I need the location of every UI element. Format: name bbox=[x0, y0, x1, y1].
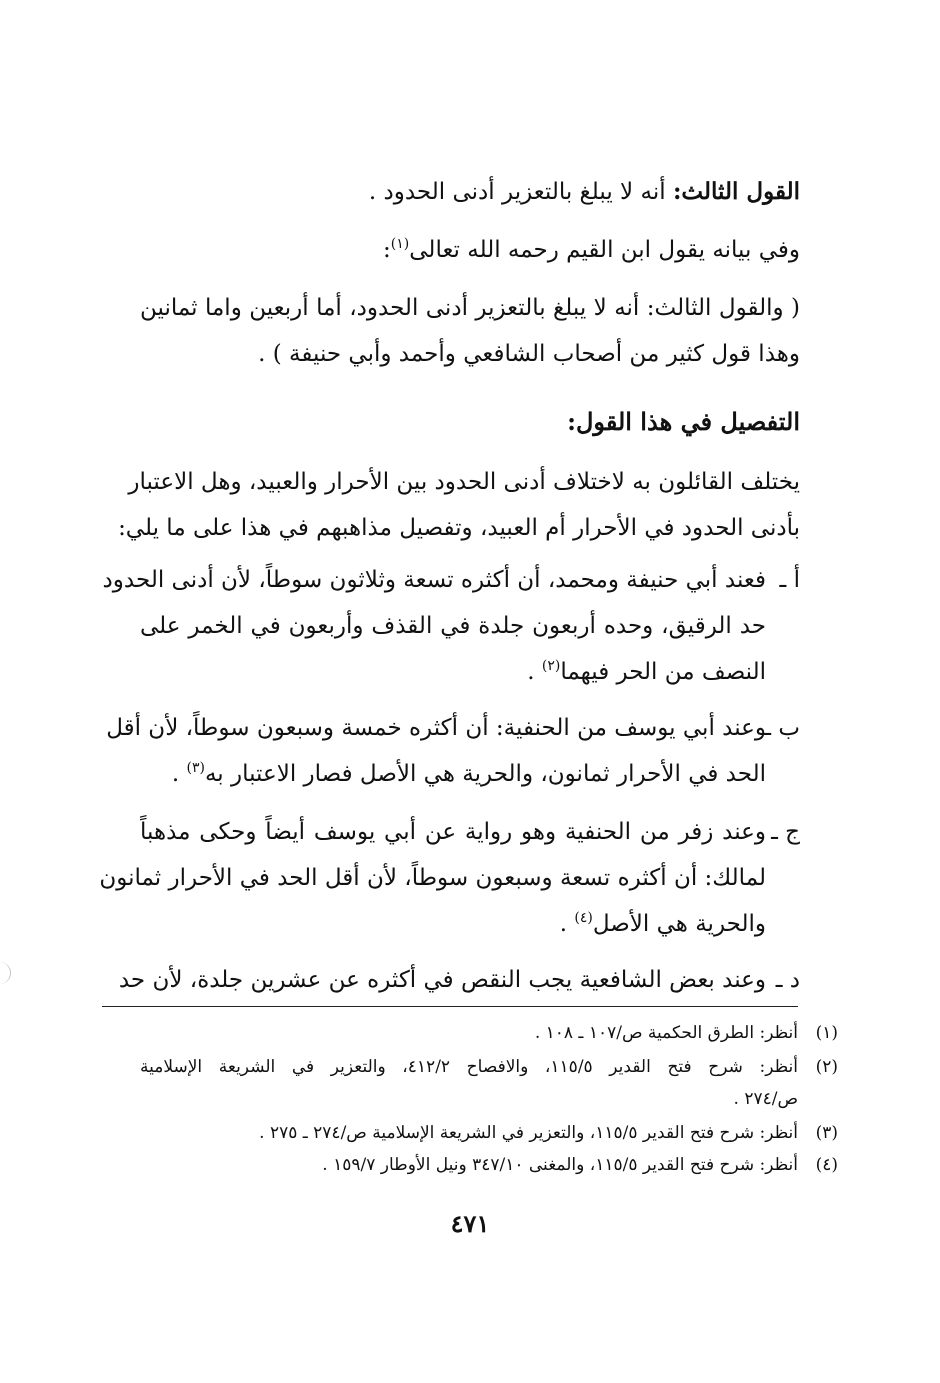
item-c-line-2: لمالك: أن أكثره تسعة وسبعون سوطاً، لأن أقل الحد في الأحرار ثمانون bbox=[99, 865, 766, 891]
item-c-line-3 bbox=[560, 904, 766, 944]
item-b-line-1: وعند أبي يوسف من الحنفية: أن أكثره خمسة وسبعون سوطاً، لأن أقل bbox=[106, 715, 766, 741]
item-d-label: د ـ bbox=[775, 967, 800, 993]
item-a-label: أ ـ bbox=[779, 567, 800, 593]
footnote-3-text: أنظر: شرح فتح القدير ١١٥/٥، والتعزير في الشريعة الإسلامية ص/٢٧٤ ـ ٢٧٥ . bbox=[259, 1123, 798, 1143]
footnote-1-number: (١) bbox=[815, 1023, 838, 1043]
footnote-separator bbox=[102, 1006, 798, 1007]
quote-line-1: ( والقول الثالث: أنه لا يبلغ بالتعزير أدنى الحدود، أما أربعين واما ثمانين bbox=[140, 295, 800, 321]
footnote-4-text: أنظر: شرح فتح القدير ١١٥/٥، والمغنى ٣٤٧/١٠ ونيل الأوطار ١٥٩/٧ . bbox=[322, 1155, 798, 1175]
footnote-2-number: (٢) bbox=[815, 1057, 838, 1077]
item-c-line-1: وعند زفر من الحنفية وهو رواية عن أبي يوسف أيضاً وحكى مذهباً bbox=[140, 819, 766, 845]
third-opinion-text: أنه لا يبلغ بالتعزير أدنى الحدود . bbox=[368, 179, 666, 205]
section-heading: التفصيل في هذا القول: bbox=[567, 407, 800, 436]
footnote-ref-3: (٣) bbox=[186, 760, 205, 776]
page-number: ٤٧١ bbox=[450, 1209, 490, 1238]
footnote-3-number: (٣) bbox=[815, 1123, 838, 1143]
item-a-line-3-text: النصف من الحر فيهما bbox=[560, 659, 766, 685]
ibn-qayyim-intro-colon: : bbox=[383, 237, 391, 263]
scan-margin-mark bbox=[0, 962, 11, 984]
third-opinion-line bbox=[369, 172, 800, 212]
paragraph-line-2: بأدنى الحدود في الأحرار أم العبيد، وتفصيل مذاهبهم في هذا على ما يلي: bbox=[118, 515, 800, 541]
item-b-line-2-end: . bbox=[171, 761, 187, 787]
footnote-2-text-line-2: ص/٢٧٤ . bbox=[733, 1089, 798, 1109]
footnote-4-number: (٤) bbox=[815, 1155, 838, 1175]
quote-line-2: وهذا قول كثير من أصحاب الشافعي وأحمد وأبي حنيفة ) . bbox=[258, 341, 800, 367]
item-a-line-3 bbox=[527, 652, 766, 692]
item-c-line-3-end: . bbox=[559, 911, 575, 937]
third-opinion-label: القول الثالث: bbox=[672, 178, 800, 205]
footnote-ref-4: (٤) bbox=[574, 910, 593, 926]
footnote-ref-2: (٢) bbox=[541, 658, 561, 674]
ibn-qayyim-intro-text: وفي بيانه يقول ابن القيم رحمه الله تعالى bbox=[409, 237, 800, 263]
item-b-line-2-text: الحد في الأحرار ثمانون، والحرية هي الأصل فصار الاعتبار به bbox=[204, 761, 766, 787]
item-a-line-2: حد الرقيق، وحده أربعون جلدة في القذف وأربعون في الخمر على bbox=[140, 613, 766, 639]
item-b-label: ب ـ bbox=[764, 715, 800, 741]
item-a-line-1: فعند أبي حنيفة ومحمد، أن أكثره تسعة وثلاثون سوطاً، لأن أدنى الحدود bbox=[102, 567, 766, 593]
item-d-line-1: وعند بعض الشافعية يجب النقص في أكثره عن عشرين جلدة، لأن حد bbox=[118, 967, 766, 993]
item-c-line-3-text: والحرية هي الأصل bbox=[592, 911, 766, 937]
item-a-line-3-end: . bbox=[527, 659, 542, 685]
footnote-2-text-line-1: أنظر: شرح فتح القدير ١١٥/٥، والافصاح ٤١٢/٢، والتعزير في الشريعة الإسلامية bbox=[140, 1057, 798, 1077]
item-b-line-2 bbox=[172, 754, 766, 794]
item-c-label: ج ـ bbox=[771, 819, 800, 845]
footnote-ref-1: (١) bbox=[390, 236, 410, 252]
ibn-qayyim-intro-line bbox=[383, 230, 800, 270]
footnote-1-text: أنظر: الطرق الحكمية ص/١٠٧ ـ ١٠٨ . bbox=[534, 1023, 798, 1043]
paragraph-line-1: يختلف القائلون به لاختلاف أدنى الحدود بين الأحرار والعبيد، وهل الاعتبار bbox=[128, 469, 800, 495]
